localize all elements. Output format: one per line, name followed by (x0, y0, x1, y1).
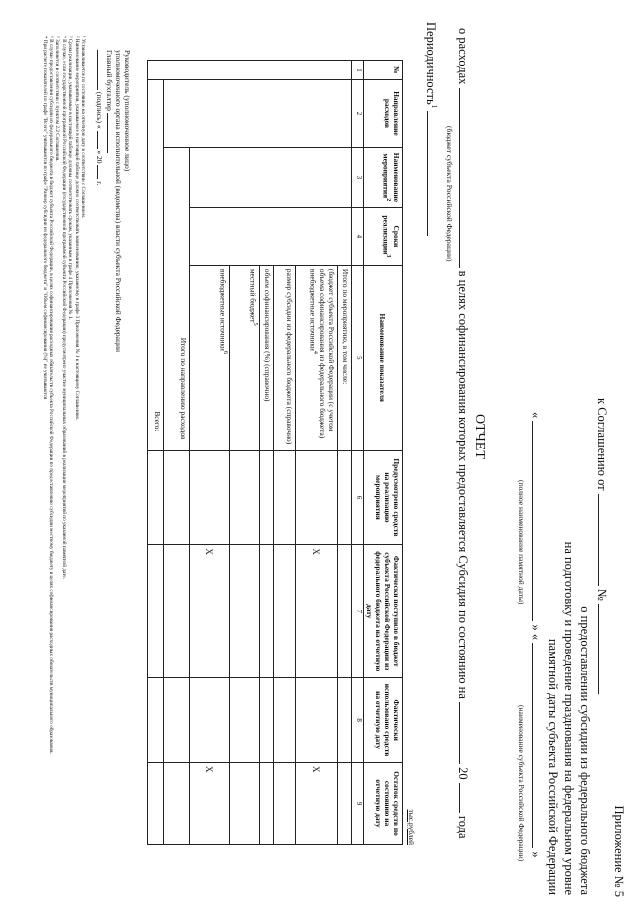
row-label: местный бюджет$^5$ (230, 265, 260, 450)
footnotes (41, 36, 86, 836)
header-cell: Сроки реализации$^3$ (364, 207, 403, 265)
report-subtitle: о расходах в целях софинансирования которых предоставляется Субсидия по состоянию на 20 года (456, 28, 470, 839)
agreement-line-3: памятной даты субъекта Российской Федерации (546, 638, 560, 895)
header-cell: Наименование мероприятия$^2$ (364, 147, 403, 207)
table-header-row (364, 61, 403, 845)
header-cell: Остаток средств по состоянию на отчетную дату (364, 763, 403, 845)
footnote: ⁴ В случае, если государственной программой Российской Федерации (государственной программой субъекта Российской Федерации) предусмотрено участие муниципальных образований в реализации мероприятий по указанной памятной дате. (60, 36, 67, 580)
row-label: внебюджетные источники$^6$ (190, 265, 230, 450)
row-label: объем софинансирования (%) (справочно) (260, 265, 274, 450)
agreement-line-1: о предоставлении субсидии из федерального бюджета (578, 606, 592, 895)
footnote: ⁶ В случае предоставления субсидии из федерального бюджета в бюджет субъекта Российской Федерации, в целях софинансирования расходных обязательств субъекта Российской Федерации по предоставлению субсидии местному бюджету в целях софинансирования расходных обязательств муниципального образования. (47, 36, 54, 754)
column-number-row: 1 2 3 4 5 6 7 8 9 (352, 61, 364, 845)
header-cell: Предусмотрено средств на реализацию мероприятия (364, 450, 403, 545)
memorial-date-caption: (полное наименование памятной даты) (517, 480, 526, 605)
footnote: ⁵ Заполняется в соответствии с пунктом 2.2 Соглашения. (54, 36, 61, 162)
header-cell: Наименование показателя (364, 265, 403, 450)
table-row (338, 61, 352, 845)
agreement-ref: к Соглашению от № (594, 398, 609, 694)
row-label: размер субсидии из федерального бюджета (справочно) (274, 265, 296, 450)
agreement-line-2: на подготовку и проведение празднования на федеральном уровне (562, 541, 576, 895)
agreement-number-sign: № (595, 588, 609, 601)
signature-head: Руководитель (уполномоченное лицо) (123, 50, 132, 172)
report-table (147, 60, 403, 845)
signature-organ: уполномоченного органа исполнительной (ведомства) власти субъекта Российской Федерации (114, 50, 123, 353)
appendix-title: Приложение № 5 (612, 805, 626, 897)
budget-caption: (бюджет субъекта Российской Федерации) (445, 126, 454, 262)
table-row: внебюджетные источники$^6$ X X (190, 61, 230, 845)
signature-date-line: (подпись) « » 20 г. (95, 50, 104, 185)
table-row: (бюджет субъекта Российской Федерации (с учетом объема софинансирования из федерального бюджета) внебюджетные источники$^4$ X X (296, 61, 338, 845)
total-direction-row (164, 61, 190, 845)
footnote: ³ Сроки реализации, указываемые в настоящей таблице должны соответствовать срокам, указанным в графе 4 Приложения № 1. (67, 36, 74, 320)
periodicity-label: Периодичность$^1$ (423, 22, 438, 236)
memorial-date-line: « » « » (529, 412, 543, 858)
grand-total-row (148, 61, 164, 845)
subject-name-caption: (наименование субъекта Российской Федерации) (517, 705, 526, 862)
header-cell: Фактически поступило в бюджет субъекта Российской Федерации из федерального бюджета на отчетную дату (364, 545, 403, 678)
report-title: ОТЧЕТ (472, 414, 487, 459)
header-cell: Направление расходов (364, 79, 403, 147)
grand-total-label: Всего: (148, 79, 164, 450)
footnote: * При расчете показателей по графе "Всего" учитываются по графе "Размер субсидии из федерального бюджета" и "Объем софинансирования (%)" не учитываются (41, 36, 48, 400)
header-cell: № (364, 61, 403, 80)
signature-accountant: Главный бухгалтер (105, 50, 114, 153)
footnote: ¹ Устанавливается по состоянию на отчетную дату в соответствии с Соглашением. (80, 36, 86, 219)
footnote: ² Наименование мероприятия, указываемое в настоящей таблице должно соответствовать наименованию, указанному в графе 3 Приложения № 1 к настоящему Соглашению. (73, 36, 80, 421)
unit-label: тыс.рублей (407, 809, 416, 845)
row-label: (бюджет субъекта Российской Федерации (с учетом объема софинансирования из федерального бюджета) внебюджетные источники$^4$ (296, 265, 338, 450)
header-cell: Фактически использовано средств на отчетную дату (364, 678, 403, 763)
row-label: Итого по мероприятию, в том числе: (338, 265, 352, 450)
total-direction-label: Итого по направлению расходов (164, 147, 190, 450)
